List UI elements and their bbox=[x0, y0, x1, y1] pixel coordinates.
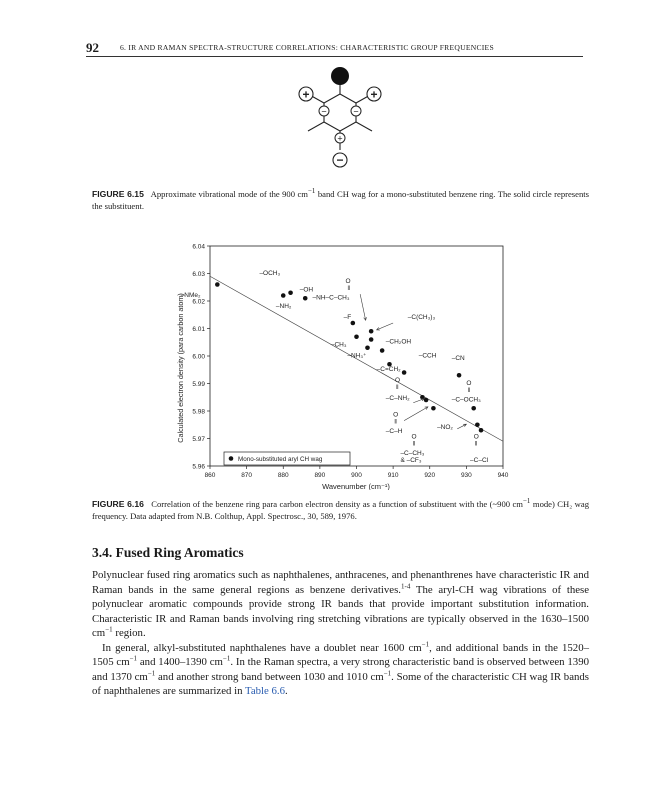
label-arrow bbox=[457, 424, 466, 429]
x-tick-label: 880 bbox=[277, 472, 289, 479]
legend bbox=[224, 452, 350, 465]
legend-label: Mono-substituted aryl CH wag bbox=[238, 456, 323, 463]
section-title: 3.4. Fused Ring Aromatics bbox=[92, 545, 244, 560]
x-tick-label: 910 bbox=[387, 472, 399, 479]
point-label-cocl-dbl: ‖ bbox=[474, 440, 478, 448]
point-label-nh2: –NH₂ bbox=[275, 302, 292, 310]
y-tick-label: 6.02 bbox=[192, 298, 205, 306]
y-tick-label: 6.03 bbox=[192, 270, 205, 278]
body-text bbox=[92, 568, 589, 699]
caption-text-rest: mode) CH₂ wag frequency. Data adapted from N.B. Colthup, Appl. Spectrosc., 30, 589, 1976. bbox=[92, 499, 589, 521]
label-arrow bbox=[360, 294, 365, 320]
caption-text: Approximate vibrational mode of the 900 cm bbox=[150, 189, 308, 199]
svg-text:+: + bbox=[370, 87, 378, 102]
data-point bbox=[303, 296, 308, 301]
data-point bbox=[351, 321, 356, 326]
data-point bbox=[369, 337, 374, 342]
point-label-no2: –NO₂ bbox=[437, 423, 453, 431]
point-label-conh2-o: O bbox=[394, 377, 401, 385]
figure-6-15-caption bbox=[92, 188, 589, 212]
point-label-nhcoch3-o: O bbox=[345, 278, 351, 286]
y-tick-label: 6.01 bbox=[192, 325, 205, 333]
figure-label: FIGURE 6.16 bbox=[92, 499, 144, 509]
point-label-cho: –C–H bbox=[385, 428, 403, 435]
svg-text:+: + bbox=[302, 87, 310, 102]
point-label-coch3: –C–CH₃ bbox=[400, 450, 425, 457]
x-axis-label: Wavenumber (cm⁻¹) bbox=[322, 482, 390, 490]
point-label-ch2oh: –CH₂OH bbox=[385, 338, 412, 346]
minus-sign-bottom bbox=[333, 153, 347, 167]
data-point bbox=[402, 370, 407, 375]
svg-text:−: − bbox=[321, 106, 327, 117]
caption-text: Correlation of the benzene ring para carbon electron density as a function of substituent with the (~900 cm bbox=[151, 499, 523, 509]
y-tick-label: 5.97 bbox=[192, 435, 205, 443]
point-label-coch3-o: O bbox=[411, 433, 417, 441]
caption-text-rest: band CH wag for a mono-substituted benzene ring. The solid circle represents the substituent. bbox=[92, 189, 589, 211]
minus-sign-ring-right bbox=[351, 106, 361, 117]
figure-label: FIGURE 6.15 bbox=[92, 189, 144, 199]
paragraph-2: In general, alkyl-substituted naphthalenes have a doublet near 1600 $cm^{-1}$, and additional bands in the 1520–1505 $cm^{-1}$ and 1400–1390 $cm^{-1}$. In the Raman spectra, a very strong characteristic band is observed between 1390 and 1370 $cm^{-1}$ and another strong band between 1030 and 1010 $cm^{-1}$. Some of the characteristic CH wag IR bands of naphthalenes are summarized in Table 6.6. bbox=[92, 639, 589, 697]
plus-sign-ring-bottom bbox=[335, 133, 345, 144]
data-point bbox=[479, 428, 484, 433]
caption-sup: −1 bbox=[307, 187, 316, 196]
label-arrow bbox=[377, 323, 393, 330]
data-point bbox=[475, 422, 480, 427]
point-label-cooch3-dbl: ‖ bbox=[467, 386, 471, 394]
plus-sign-left bbox=[299, 87, 313, 102]
point-label-cho-o: O bbox=[393, 411, 399, 419]
point-label-cho-dbl: ‖ bbox=[394, 418, 397, 426]
point-label-ch3: –CH₃ bbox=[330, 341, 347, 349]
point-label-oh: –OH bbox=[299, 286, 314, 294]
x-tick-label: 940 bbox=[497, 472, 509, 479]
point-label-ch3-3: –C(CH₃)₃ bbox=[407, 313, 436, 321]
data-point bbox=[431, 406, 436, 411]
caption-sup: −1 bbox=[522, 497, 531, 506]
svg-text:−: − bbox=[336, 153, 344, 167]
minus-sign-ring-left bbox=[319, 106, 329, 117]
point-label-cocl: –C–Cl bbox=[470, 456, 489, 464]
legend-marker bbox=[229, 456, 234, 461]
point-label-nhcoch3: –NH–C–CH₃ bbox=[312, 294, 350, 302]
data-point bbox=[457, 373, 462, 378]
x-tick-label: 860 bbox=[204, 472, 216, 479]
data-point bbox=[365, 345, 370, 350]
page-header bbox=[86, 40, 583, 57]
x-tick-label: 900 bbox=[351, 472, 362, 479]
point-label-nhcoch3-dbl: ‖ bbox=[347, 285, 351, 292]
y-axis-label: Calculated electron density (para carbon atom) bbox=[176, 293, 185, 443]
point-label-och3: –OCH₃ bbox=[259, 269, 281, 277]
y-tick-label: 5.98 bbox=[192, 408, 205, 416]
y-tick-label: 6.04 bbox=[192, 243, 205, 251]
point-label-coch3-dbl: ‖ bbox=[412, 440, 416, 448]
point-label-conh2-dbl: ‖ bbox=[396, 384, 399, 391]
data-point bbox=[281, 293, 286, 298]
data-point bbox=[471, 406, 476, 411]
point-label-cn: –CN bbox=[451, 355, 465, 363]
y-tick-label: 5.99 bbox=[192, 380, 205, 388]
point-label-cf3: & –CF₃ bbox=[400, 456, 422, 464]
x-tick-label: 930 bbox=[460, 472, 472, 479]
x-tick-label: 890 bbox=[314, 472, 326, 479]
figure-6-16-caption bbox=[92, 498, 589, 522]
svg-text:+: + bbox=[337, 133, 343, 144]
point-label-cch: –CCH bbox=[418, 352, 437, 360]
running-head: 6. IR AND RAMAN SPECTRA-STRUCTURE CORRELATIONS: CHARACTERISTIC GROUP FREQUENCIES bbox=[120, 43, 494, 52]
paragraph-1: Polynuclear fused ring aromatics such as naphthalenes, anthracenes, and phenanthrenes have characteristic IR and Raman bands in the same general regions as benzene derivatives.$^{1-4}$ The aryl-CH wag vibrations of these polynuclear aromatic compounds provide strong IR bands that provide important substitution information. Characteristic IR and Raman bands involving ring stretching vibrations are typically observed in the 1630–1500 $cm^{-1}$ region. bbox=[92, 569, 589, 639]
point-label-cooch3-o: O bbox=[466, 379, 472, 387]
electron-density-scatter-chart bbox=[172, 238, 517, 490]
data-point bbox=[354, 334, 359, 339]
point-label-cch2: –C=CH₂ bbox=[376, 366, 401, 374]
data-point bbox=[215, 282, 220, 287]
label-arrow bbox=[404, 407, 428, 421]
point-label-nme2: –NMe₂ bbox=[180, 291, 201, 299]
data-point bbox=[288, 290, 293, 295]
point-label-conh2: –C–NH₂ bbox=[385, 395, 410, 402]
plus-sign-right bbox=[367, 87, 381, 102]
y-tick-label: 5.96 bbox=[192, 463, 205, 471]
x-tick-label: 920 bbox=[424, 472, 436, 479]
data-point bbox=[380, 348, 385, 353]
x-tick-label: 870 bbox=[241, 472, 253, 479]
page-number: 92 bbox=[86, 40, 99, 55]
point-label-cooch3: –C–OCH₃ bbox=[451, 396, 481, 404]
reference-sup: 1-4 bbox=[401, 581, 411, 590]
benzene-wag-diagram bbox=[280, 62, 400, 174]
data-point bbox=[369, 329, 374, 334]
svg-text:−: − bbox=[353, 106, 359, 117]
point-label-f: –F bbox=[343, 313, 352, 321]
y-tick-label: 6.00 bbox=[192, 353, 205, 361]
substituent-circle bbox=[331, 67, 349, 85]
point-label-nh3: –NH₃⁺ bbox=[347, 352, 367, 360]
table-6-6-link[interactable]: Table 6.6 bbox=[245, 685, 286, 697]
point-label-cocl-o: O bbox=[473, 433, 479, 441]
